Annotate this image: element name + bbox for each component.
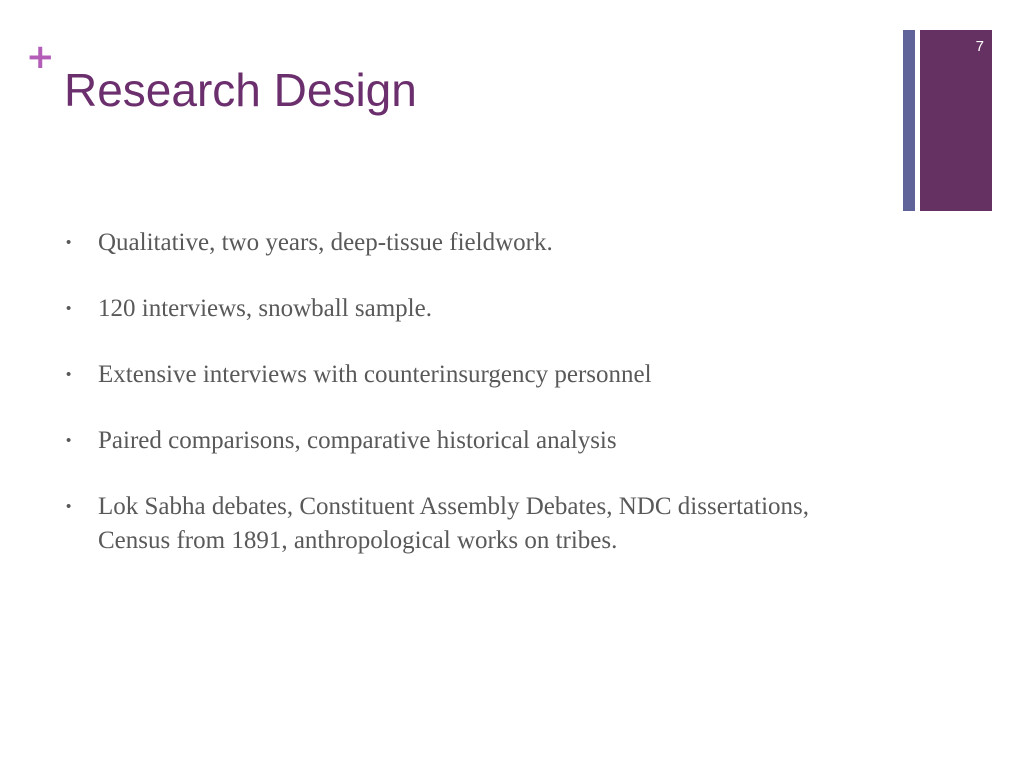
bullet-icon: • (66, 234, 72, 251)
bullet-text: 120 interviews, snowball sample. (98, 295, 432, 322)
accent-bar-block (920, 30, 992, 211)
bullet-list (64, 226, 864, 590)
bullet-item (64, 490, 864, 558)
accent-bar-thin (903, 30, 915, 211)
plus-icon: + (26, 37, 55, 77)
bullet-text: Paired comparisons, comparative historical analysis (98, 427, 617, 454)
bullet-icon: • (66, 498, 72, 515)
bullet-text: Lok Sabha debates, Constituent Assembly Debates, NDC dissertations, Census from 1891, anthropological works on tribes. (98, 493, 810, 554)
bullet-text: Qualitative, two years, deep-tissue fieldwork. (98, 229, 553, 256)
slide-number: 7 (975, 38, 984, 55)
bullet-icon: • (66, 366, 72, 383)
bullet-icon: • (66, 432, 72, 449)
bullet-text: Extensive interviews with counterinsurgency personnel (98, 361, 652, 388)
bullet-item (64, 292, 864, 326)
slide-title: Research Design (64, 64, 417, 116)
bullet-item (64, 226, 864, 260)
bullet-item (64, 424, 864, 458)
bullet-icon: • (66, 300, 72, 317)
bullet-item (64, 358, 864, 392)
